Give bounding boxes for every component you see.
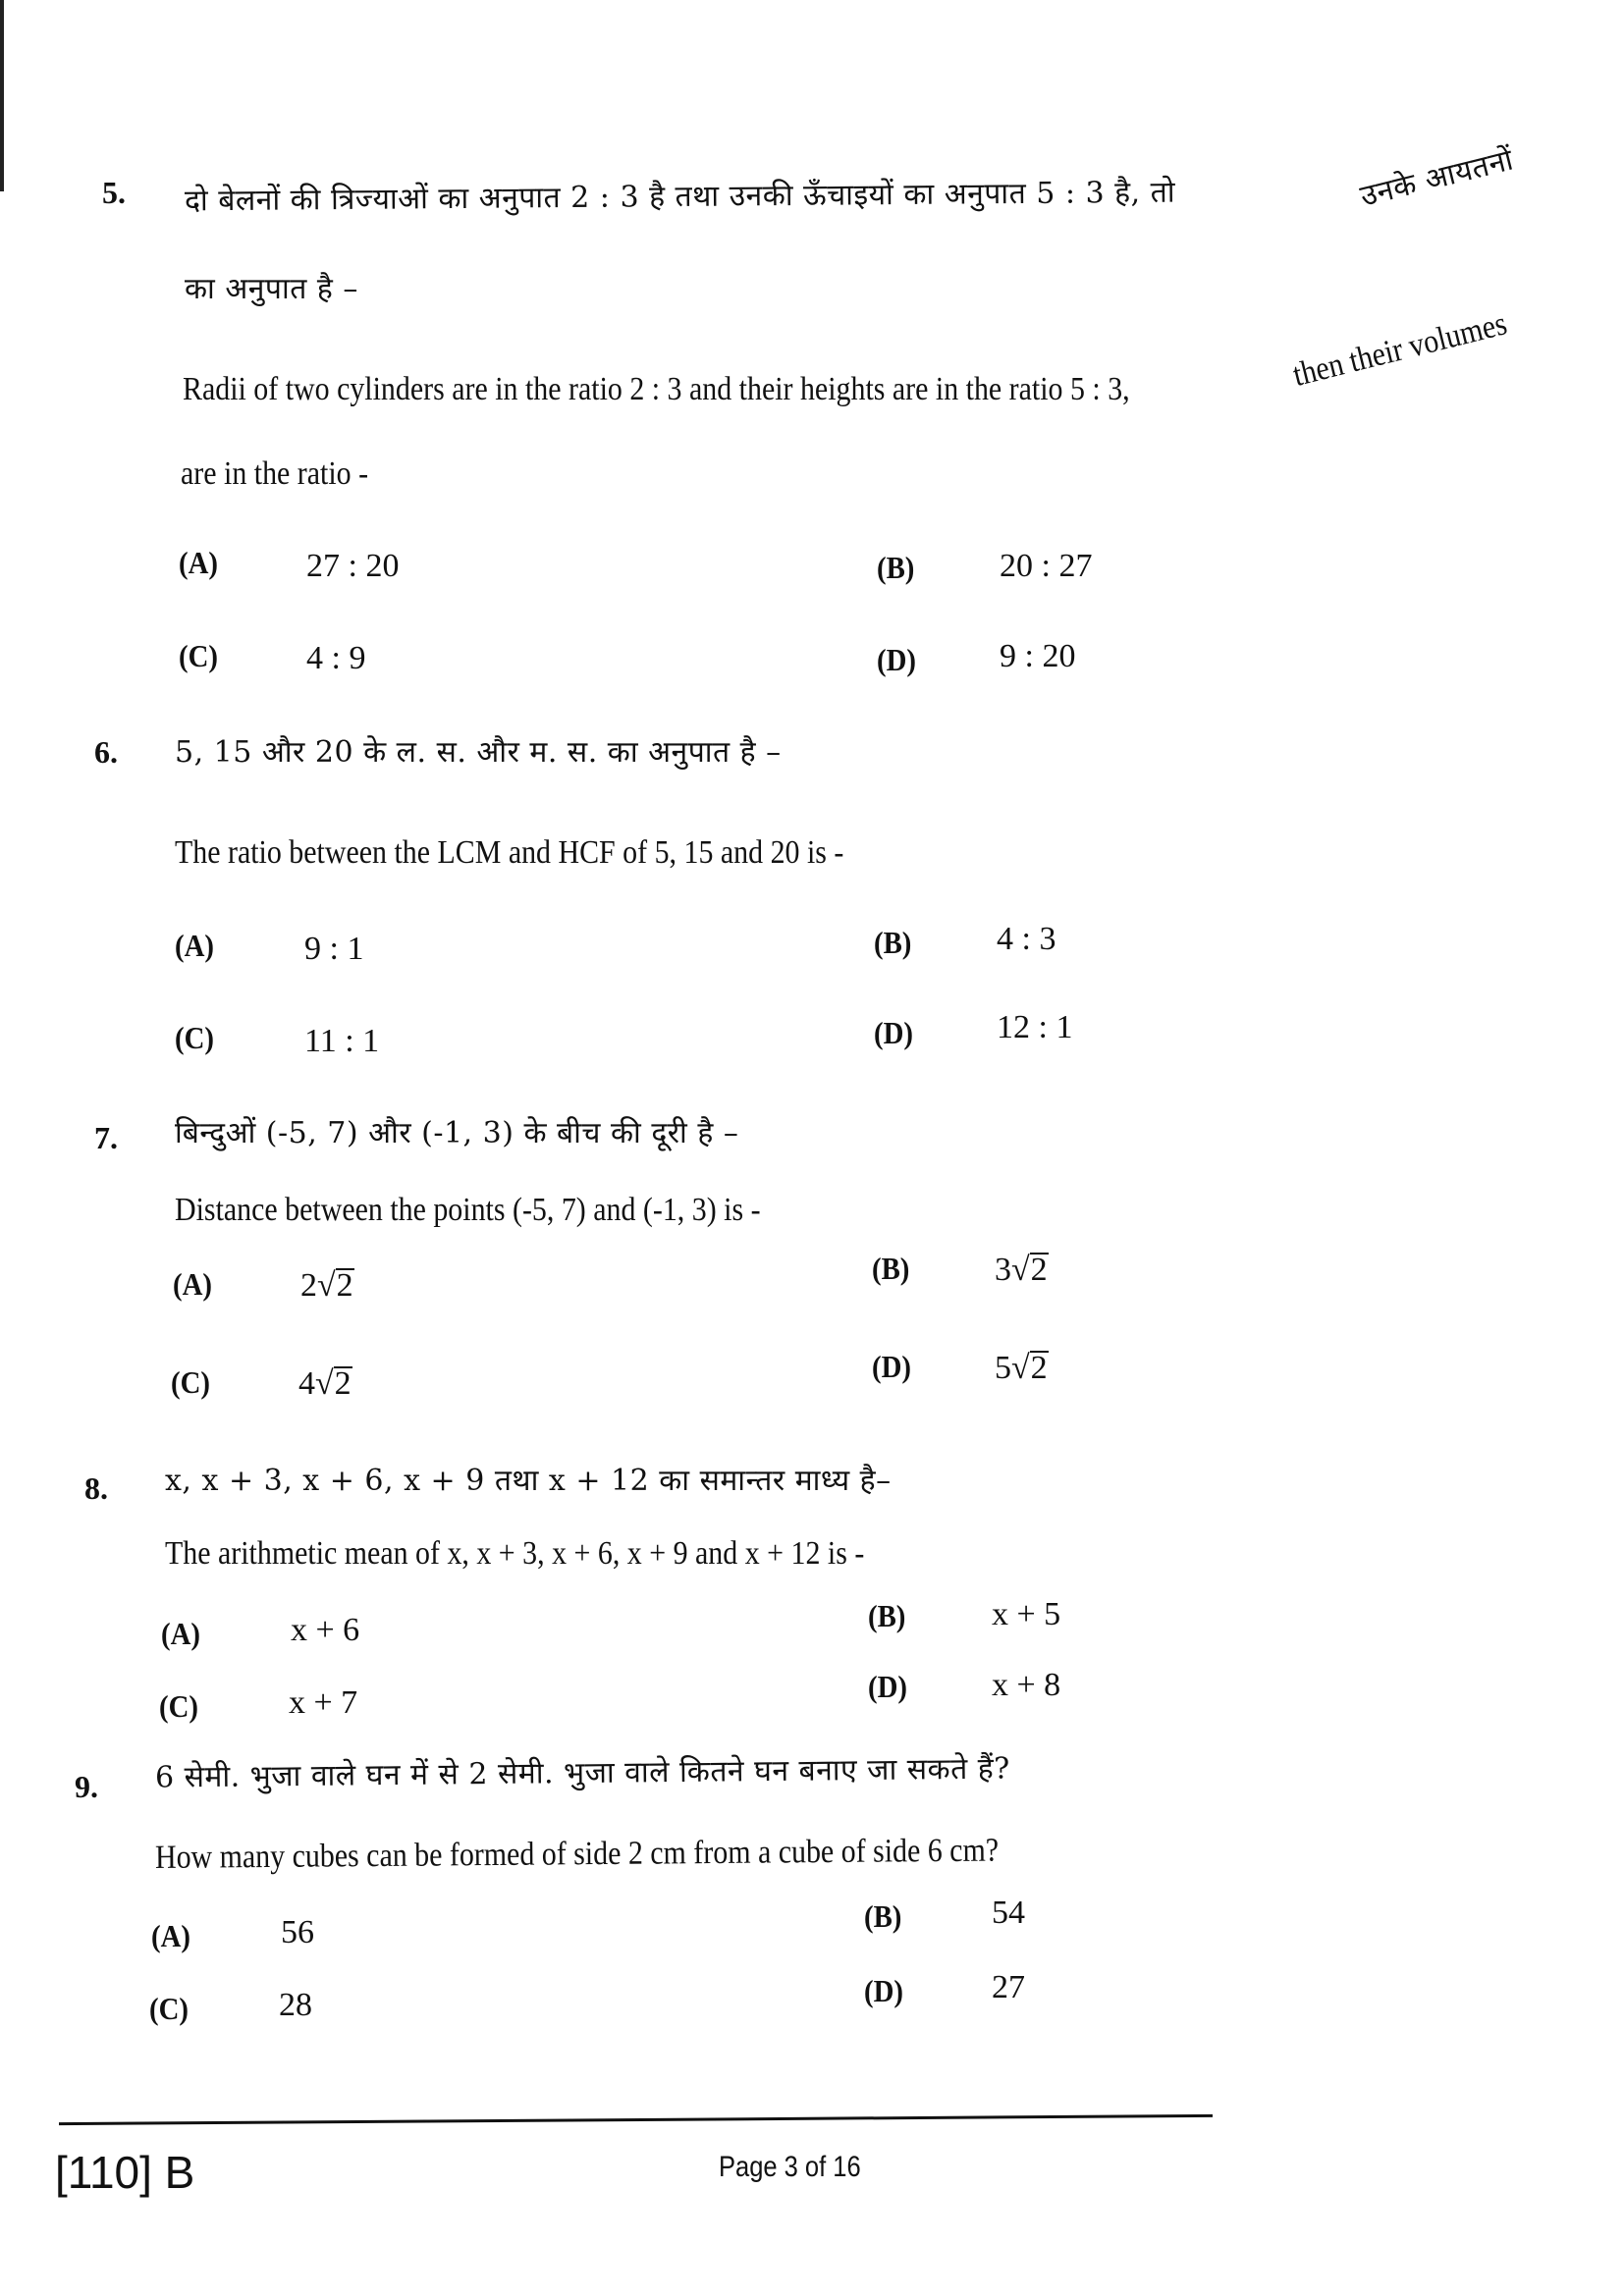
option-value: 20 : 27 bbox=[1000, 548, 1093, 584]
option-value: 3√2 bbox=[995, 1252, 1048, 1288]
question-text-english: The arithmetic mean of x, x + 3, x + 6, x + 9 and x + 12 is - bbox=[165, 1535, 865, 1572]
option-value: 12 : 1 bbox=[997, 1009, 1073, 1045]
question-text-english: How many cubes can be formed of side 2 cm from a cube of side 6 cm? bbox=[154, 1832, 1000, 1876]
option-label: (A) bbox=[151, 1918, 190, 1953]
option-label: (B) bbox=[872, 1251, 910, 1286]
option-label: (A) bbox=[175, 928, 214, 963]
option-label: (B) bbox=[874, 925, 912, 960]
option-value: 54 bbox=[992, 1895, 1025, 1931]
option-label: (C) bbox=[159, 1688, 198, 1724]
paper-code: [110] B bbox=[55, 2147, 195, 2198]
question-text-english: Radii of two cylinders are in the ratio 2 : 3 and their heights are in the ratio 5 : 3, bbox=[183, 371, 1130, 407]
option-label: (D) bbox=[877, 642, 916, 677]
option-value: 9 : 20 bbox=[1000, 638, 1076, 674]
question-text-hindi-line2: का अनुपात है – bbox=[185, 272, 358, 306]
option-value: 4√2 bbox=[298, 1365, 352, 1402]
option-label: (A) bbox=[173, 1266, 212, 1302]
option-value: x + 5 bbox=[992, 1596, 1061, 1632]
option-value: 27 : 20 bbox=[306, 548, 400, 584]
option-label: (C) bbox=[179, 638, 218, 673]
question-text-english: The ratio between the LCM and HCF of 5, 15 and 20 is - bbox=[175, 834, 844, 871]
question-text-hindi: 5, 15 और 20 के ल. स. और म. स. का अनुपात है – bbox=[175, 735, 782, 770]
question-number: 7. bbox=[94, 1120, 118, 1155]
question-number: 9. bbox=[75, 1769, 98, 1804]
question-number: 5. bbox=[102, 175, 126, 210]
option-value: 2√2 bbox=[300, 1267, 353, 1304]
question-text-english-line2: are in the ratio - bbox=[181, 455, 369, 492]
option-label: (B) bbox=[868, 1598, 906, 1633]
question-number: 6. bbox=[94, 734, 118, 770]
option-label: (C) bbox=[149, 1991, 189, 2026]
option-label: (D) bbox=[874, 1015, 913, 1050]
option-value: 56 bbox=[281, 1914, 314, 1950]
option-value: 28 bbox=[279, 1987, 312, 2023]
option-value: x + 8 bbox=[992, 1667, 1061, 1703]
option-label: (B) bbox=[864, 1898, 902, 1934]
option-value: 4 : 3 bbox=[997, 921, 1056, 957]
scan-edge-mark bbox=[0, 0, 4, 191]
footer-divider bbox=[59, 2114, 1213, 2125]
option-value: 5√2 bbox=[995, 1350, 1048, 1386]
question-text-hindi: 6 सेमी. भुजा वाले घन में से 2 सेमी. भुजा वाले कितने घन बनाए जा सकते हैं? bbox=[154, 1751, 1010, 1795]
option-label: (B) bbox=[877, 550, 915, 585]
option-value: 9 : 1 bbox=[304, 931, 364, 967]
option-label: (A) bbox=[161, 1616, 200, 1651]
question-text-english-tail: then their volumes bbox=[1289, 305, 1511, 394]
option-value: 27 bbox=[992, 1969, 1025, 2005]
option-label: (D) bbox=[864, 1973, 903, 2008]
option-label: (A) bbox=[179, 545, 218, 580]
option-label: (C) bbox=[175, 1020, 214, 1055]
option-value: 4 : 9 bbox=[306, 640, 366, 676]
option-value: x + 7 bbox=[289, 1684, 358, 1721]
question-text-hindi-tail: उनके आयतनों bbox=[1357, 142, 1518, 214]
option-label: (C) bbox=[171, 1364, 210, 1400]
option-value: x + 6 bbox=[291, 1612, 360, 1648]
question-number: 8. bbox=[84, 1470, 108, 1506]
page-number: Page 3 of 16 bbox=[719, 2151, 861, 2183]
option-label: (D) bbox=[872, 1349, 911, 1384]
question-text-english: Distance between the points (-5, 7) and (-1, 3) is - bbox=[175, 1192, 761, 1228]
question-text-hindi: x, x + 3, x + 6, x + 9 तथा x + 12 का समान्तर माध्य है– bbox=[165, 1464, 892, 1498]
question-text-hindi: बिन्दुओं (-5, 7) और (-1, 3) के बीच की दूरी है – bbox=[175, 1116, 739, 1150]
option-value: 11 : 1 bbox=[304, 1023, 380, 1059]
question-text-hindi: दो बेलनों की त्रिज्याओं का अनुपात 2 : 3 है तथा उनकी ऊँचाइयों का अनुपात 5 : 3 है, तो bbox=[184, 175, 1176, 219]
option-label: (D) bbox=[868, 1669, 907, 1704]
